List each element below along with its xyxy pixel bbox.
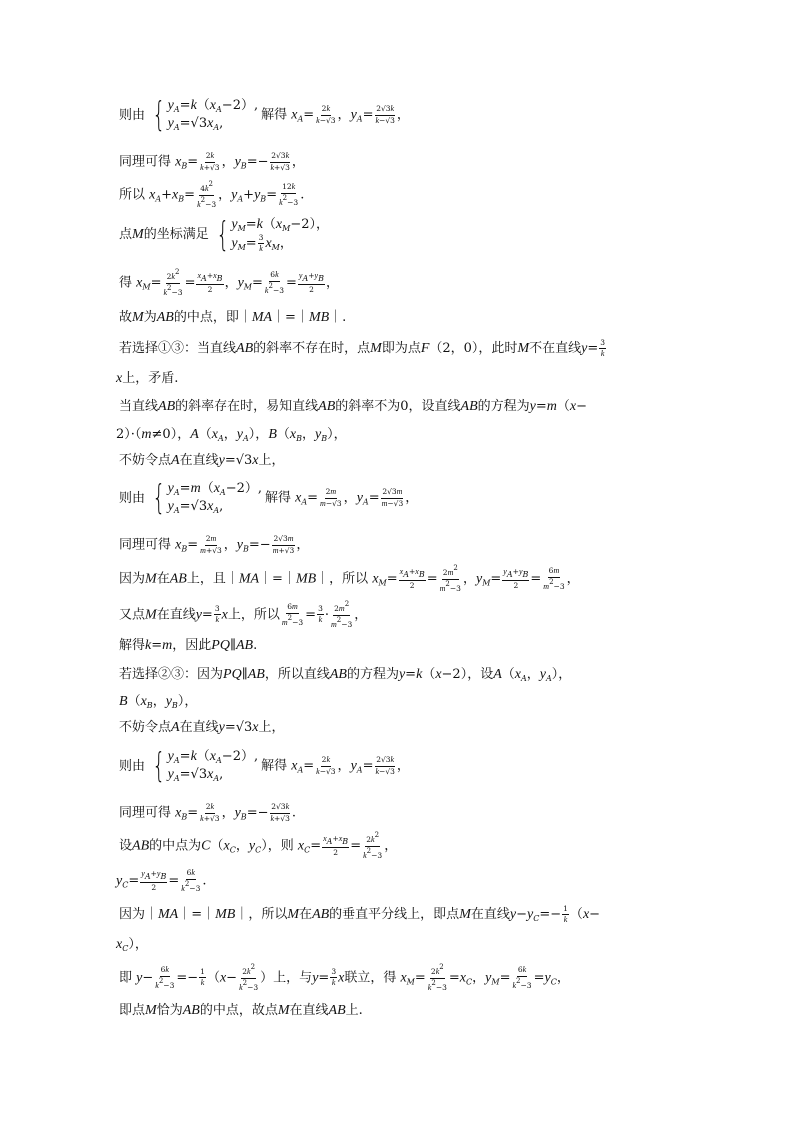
line-8: x上，矛盾.: [116, 371, 179, 386]
equation-system: { $y_A=m(x_A-2)$, $y_A=√3x_A$,: [152, 478, 262, 518]
line-20: 则由 { $y_A=k(x_A-2)$, $y_A=√3x_A$, 解得 $x_A=$ $\frac{2k}{k-√3}$ ，$y_A=$ $\frac{2√3k}{k-√3}$ ，: [119, 746, 410, 786]
line-4: 点M的坐标满足 { $y_M=k(x_M-2)$， $y_M=$ $\frac{3}{k}$ $x_M$，: [119, 215, 329, 255]
line-2: 同理可得 $x_B=$ $\frac{2k}{k+√3}$ ，$y_B=-$ $\frac{2√3k}{k+√3}$ ，: [119, 151, 305, 172]
line-5: 得 $x_M=$ $\frac{2k^2}{k^2-3}$ = $\frac{x_A+x_B}{2}$ ，$y_M=$ $\frac{6k}{k^2-3}$ = $\frac{y_A+y_B}{2}$ ，: [119, 268, 340, 297]
line-27: 即点M恰为AB的中点，故点M在直线AB上.: [119, 1003, 363, 1018]
equation-system: { $y_A=k(x_A-2)$, $y_A=√3x_A$,: [152, 746, 259, 786]
line-1: 则由 { $y_A=k(x_A-2)$, $y_A=√3x_A$, 解得 $x_A=$ $\frac{2k}{k-√3}$ ，$y_A=$ $\frac{2√3k}{k-√3}$ ，: [119, 95, 410, 135]
line-11: 不妨令点A在直线y=√3x上，: [119, 453, 285, 468]
line-7: 若选择①③：当直线AB的斜率不存在时，点M即为点F（2，0），此时M不在直线y= $\frac{3}{k}$: [119, 338, 606, 359]
line-16: 解得k=m，因此PQ∥AB.: [119, 638, 258, 653]
line-12: 则由 { $y_A=m(x_A-2)$, $y_A=√3x_A$, 解得 $x_A=$ $\frac{2m}{m-√3}$ ，$y_A=$ $\frac{2√3m}{m-√3}$ ，: [119, 478, 419, 518]
line-25: $x_C$），: [116, 936, 148, 953]
line-9: 当直线AB的斜率存在时，易知直线AB的斜率不为0，设直线AB的方程为y=m（x−: [119, 399, 588, 414]
line-22: 设AB的中点为$C(x_C$，$y_C$），则 $x_C=$ $\frac{x_A+x_B}{2}$ = $\frac{2k^2}{k^2-3}$ ，: [119, 831, 398, 860]
line-23: $y_C=$ $\frac{y_A+y_B}{2}$ = $\frac{6k}{k^2-3}$ .: [116, 868, 207, 893]
system-label: 则由: [119, 107, 146, 123]
line-24: 因为｜MA｜=｜MB｜，所以M在AB的垂直平分线上，即点M在直线$y-y_C=-$ $\frac{1}{k}$ （x−: [119, 904, 601, 925]
equation-system: { $y_A=k(x_A-2)$, $y_A=√3x_A$,: [152, 95, 259, 135]
line-19: 不妨令点A在直线y=√3x上，: [119, 720, 285, 735]
line-6: 故M为AB的中点，即｜MA｜=｜MB｜.: [119, 310, 347, 325]
line-3: 所以 $x_A+x_B=$ $\frac{4k^2}{k^2-3}$ ，$y_A+y_B=$ $\frac{12k}{k^2-3}$ .: [119, 180, 305, 209]
equation-system: { $y_M=k(x_M-2)$， $y_M=$ $\frac{3}{k}$ $x_M$，: [216, 215, 329, 255]
line-10: 2）·（m≠0），$A(x_A$，$y_A$），$B(x_B$，$y_B$），: [116, 426, 347, 443]
line-26: 即 y− $\frac{6k}{k^2-3}$ =− $\frac{1}{k}$ （x− $\frac{2k^2}{k^2-3}$ ）上，与y= $\frac{3}{k}$ x联立，得 $x_M=$ $\frac{2k^2}{k^2-3}$ $=x_C$，$y_M=$ $\frac{6k}{k^2-3}$ $=y_C$，: [119, 963, 570, 992]
line-21: 同理可得 $x_B=$ $\frac{2k}{k+√3}$ ，$y_B=-$ $\frac{2√3k}{k+√3}$ .: [119, 802, 297, 823]
line-14: 因为M在AB上，且｜MA｜=｜MB｜，所以 $x_M=$ $\frac{x_A+x_B}{2}$ = $\frac{2m^2}{m^2-3}$ ，$y_M=$ $\frac{y_A+y_B}{2}$ = $\frac{6m}{m^2-3}$ ，: [119, 564, 580, 593]
line-18: $B(x_B$，$y_B$），: [119, 693, 198, 710]
line-15: 又点M在直线y= $\frac{3}{k}$ x上，所以 $\frac{6m}{m^2-3}$ = $\frac{3}{k}$ · $\frac{2m^2}{m^2-3}$ ，: [119, 600, 368, 629]
line-17: 若选择②③：因为PQ∥AB，所以直线AB的方程为y=k（x−2），设$A(x_A$，$y_A$），: [119, 666, 572, 683]
line-13: 同理可得 $x_B=$ $\frac{2m}{m+√3}$ ，$y_B=-$ $\frac{2√3m}{m+√3}$ ，: [119, 534, 310, 555]
